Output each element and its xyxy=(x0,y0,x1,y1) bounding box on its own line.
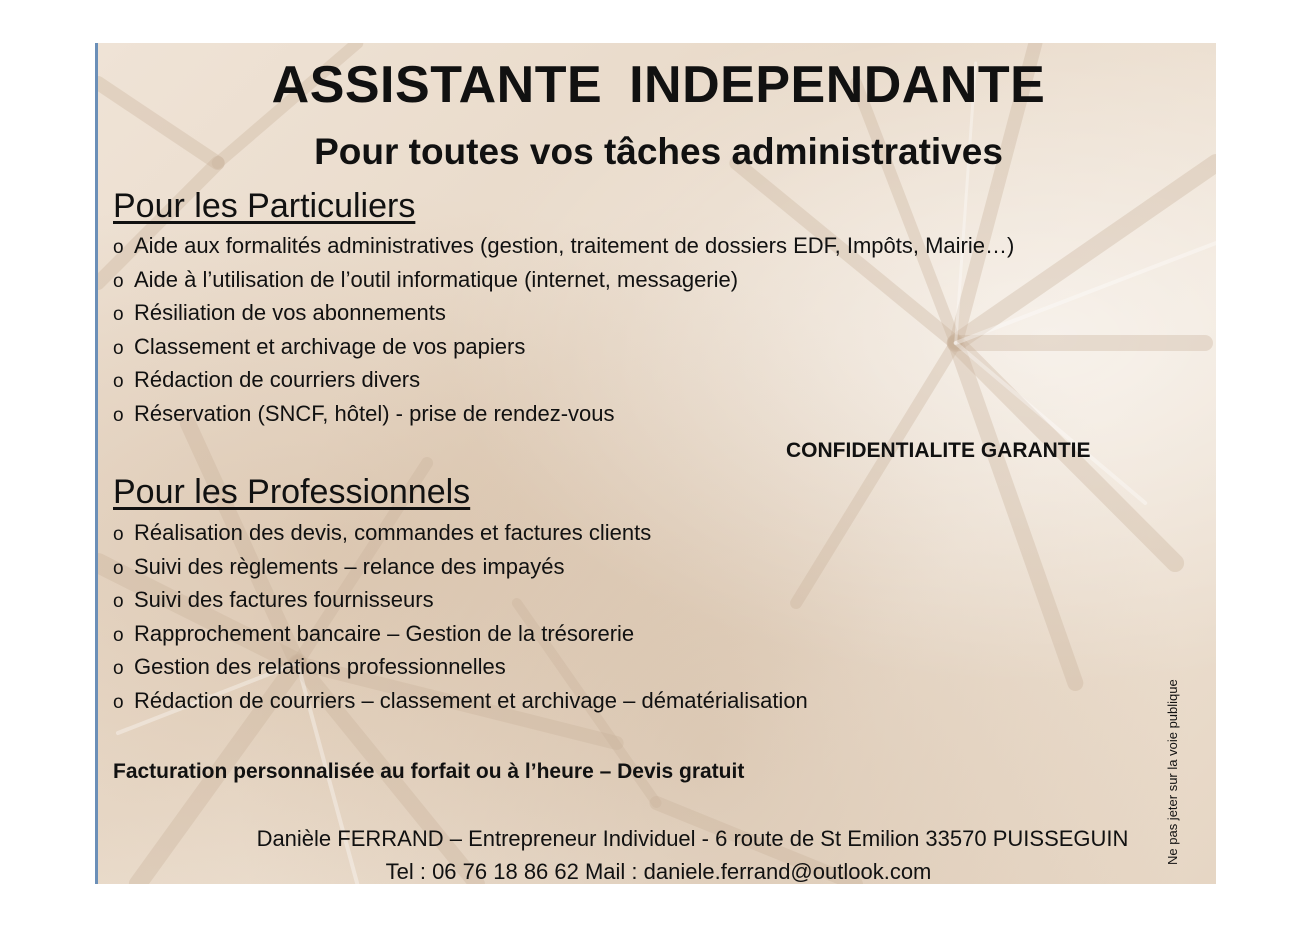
bullet-icon: o xyxy=(113,691,124,713)
bullet-icon: o xyxy=(113,270,124,292)
list-item-text: Classement et archivage de vos papiers xyxy=(134,333,526,359)
bullet-icon: o xyxy=(113,237,124,258)
flyer-content xyxy=(98,43,1216,884)
list-item-text: Aide à l’utilisation de l’outil informatique (internet, messagerie) xyxy=(134,266,739,292)
list-item xyxy=(113,401,1014,435)
flyer xyxy=(95,43,1216,884)
bullet-icon: o xyxy=(113,337,124,359)
page-subtitle: Pour toutes vos tâches administratives xyxy=(314,131,1003,172)
heading-particuliers: Pour les Particuliers xyxy=(113,187,416,225)
list-item-text: Rédaction de courriers divers xyxy=(134,367,421,393)
bullet-icon: o xyxy=(113,658,124,680)
bullet-icon: o xyxy=(113,404,124,426)
bullet-icon: o xyxy=(113,557,124,579)
pricing-note: Facturation personnalisée au forfait ou à l’heure – Devis gratuit xyxy=(113,760,745,783)
list-item-text: Suivi des factures fournisseurs xyxy=(134,587,434,613)
list-item xyxy=(113,367,1014,401)
list-item xyxy=(113,654,808,688)
list-item-text: Réservation (SNCF, hôtel) - prise de rendez-vous xyxy=(134,400,615,426)
list-item xyxy=(113,554,808,588)
list-item-text: Aide aux formalités administratives (gestion, traitement de dossiers EDF, Impôts, Mairie…) xyxy=(134,233,1015,258)
list-item xyxy=(113,621,808,655)
list-item xyxy=(113,688,808,722)
list-item-text: Réalisation des devis, commandes et factures clients xyxy=(134,520,652,545)
bullet-icon: o xyxy=(113,304,124,326)
list-item-text: Rédaction de courriers – classement et archivage – dématérialisation xyxy=(134,687,808,713)
list-item-text: Résiliation de vos abonnements xyxy=(134,300,446,326)
list-particuliers xyxy=(113,233,1014,435)
list-item xyxy=(113,300,1014,334)
page-title: ASSISTANTE INDEPENDANTE xyxy=(271,56,1046,114)
list-item-text: Suivi des règlements – relance des impayés xyxy=(134,553,565,579)
list-item xyxy=(113,233,1014,267)
list-item xyxy=(113,520,808,554)
side-disposal-note: Ne pas jeter sur la voie publique xyxy=(1165,679,1180,865)
confidentiality-note: CONFIDENTIALITE GARANTIE xyxy=(786,439,1091,462)
contact-phone-email: Tel : 06 76 18 86 62 Mail : daniele.ferrand@outlook.com xyxy=(385,859,932,884)
list-item xyxy=(113,587,808,621)
bullet-icon: o xyxy=(113,371,124,393)
list-professionnels xyxy=(113,520,808,722)
heading-professionnels: Pour les Professionnels xyxy=(113,473,471,511)
list-item xyxy=(113,267,1014,301)
bullet-icon: o xyxy=(113,624,124,646)
bullet-icon: o xyxy=(113,524,124,545)
contact-address: Danièle FERRAND – Entrepreneur Individuel - 6 route de St Emilion 33570 PUISSEGUIN xyxy=(256,826,1129,851)
list-item-text: Gestion des relations professionnelles xyxy=(134,654,506,680)
list-item-text: Rapprochement bancaire – Gestion de la trésorerie xyxy=(134,620,635,646)
list-item xyxy=(113,334,1014,368)
bullet-icon: o xyxy=(113,591,124,613)
